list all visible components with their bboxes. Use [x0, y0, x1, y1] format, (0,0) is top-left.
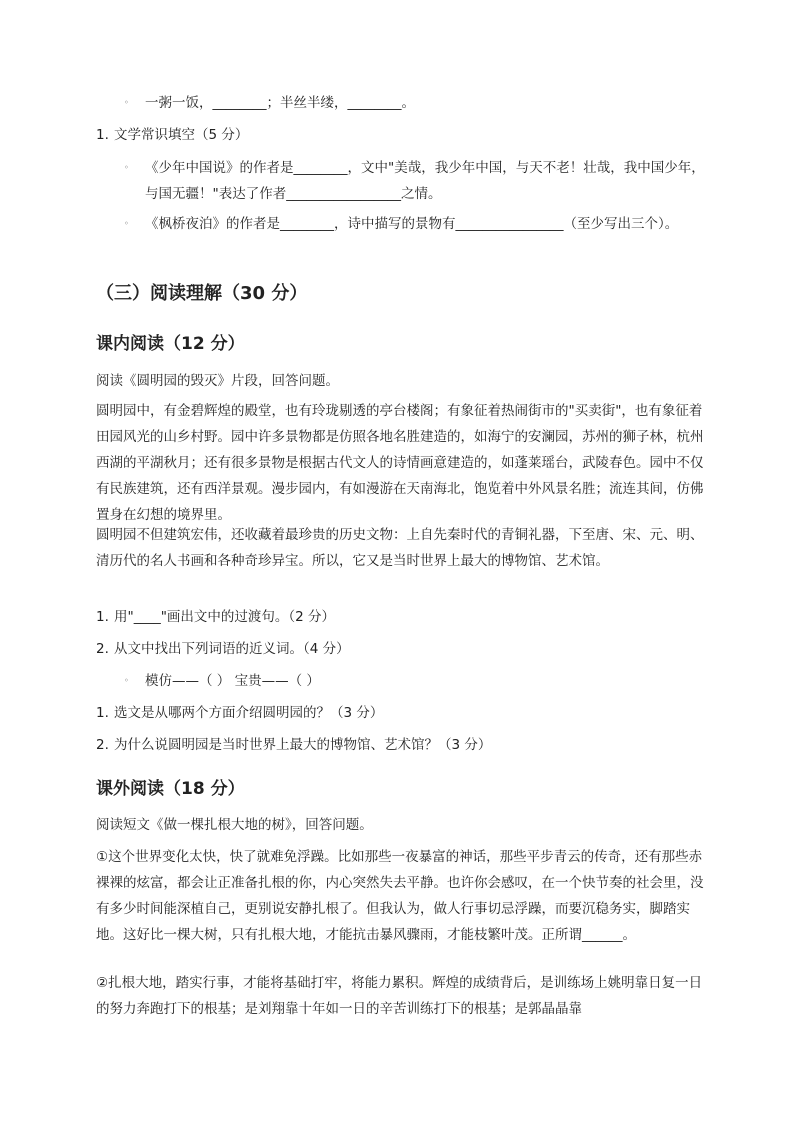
lit-knowledge-heading — [96, 122, 706, 148]
question-number: 2. — [96, 641, 109, 657]
question-number: 1. — [96, 609, 109, 625]
extra-passage-2: ②扎根大地，踏实行事，才能将基础打牢，将能力累积。辉煌的成绩背后，是训练场上姚明靠日复一日的努力奔跑打下的根基；是刘翔靠十年如一日的辛苦训练打下的根基；是郭晶晶靠 — [96, 975, 703, 1017]
question-text: 用"____"画出文中的过渡句。（2 分） — [114, 609, 336, 625]
question-number: 2. — [96, 737, 109, 753]
in-class-reading-heading: 课内阅读（12 分） — [96, 334, 245, 354]
lit-item-2: 《枫桥夜泊》的作者是________，诗中描写的景物有________________（至少写出三个）。 — [145, 216, 679, 232]
section-heading-reading: （三）阅读理解（30 分） — [96, 283, 308, 304]
list-bullet: ◦ — [124, 219, 129, 228]
fill-blank-question: 一粥一饭，________；半丝半缕，________。 — [145, 95, 415, 111]
extra-reading-heading: 课外阅读（18 分） — [96, 779, 245, 799]
extra-passage-1: ①这个世界变化太快，快了就难免浮躁。比如那些一夜暴富的神话，那些平步青云的传奇，还有那些赤裸裸的炫富，都会让正准备扎根的你，内心突然失去平静。也许你会感叹，在一个快节奏的社会里，没有多少时间能深植自己，更别说安静扎根了。但我认为，做人行事切忌浮躁，而要沉稳务实，脚踏实地。这好比一棵大树，只有扎根大地，才能抗击暴风骤雨，才能枝繁叶茂。正所谓______。 — [96, 849, 704, 943]
question-number: 1. — [96, 705, 109, 721]
lit-item-1: 《少年中国说》的作者是________，文中"美哉，我少年中国，与天不老！壮哉，我中国少年，与国无疆！"表达了作者_________________之情。 — [145, 160, 705, 202]
extra-intro: 阅读短文《做一棵扎根大地的树》，回答问题。 — [96, 817, 373, 833]
in-class-passage-1: 圆明园中，有金碧辉煌的殿堂，也有玲珑剔透的亭台楼阁；有象征着热闹街市的"买卖街"，也有象征着田园风光的山乡村野。园中许多景物都是仿照各地名胜建造的，如海宁的安澜园，苏州的狮子林，杭州西湖的平湖秋月；还有很多景物是根据古代文人的诗情画意建造的，如蓬莱瑶台，武陵春色。园中不仅有民族建筑，还有西洋景观。漫步园内，有如漫游在天南海北，饱览着中外风景名胜；流连其间，仿佛置身在幻想的境界里。 — [96, 403, 704, 523]
question-number: 1. — [96, 127, 109, 143]
in-class-intro: 阅读《圆明园的毁灭》片段，回答问题。 — [96, 373, 339, 389]
synonym-prompt: 模仿——（ ） 宝贵——（ ） — [145, 673, 320, 689]
question-text: 选文是从哪两个方面介绍圆明园的？（3 分） — [114, 705, 384, 721]
question-2 — [96, 636, 706, 662]
question-3 — [96, 700, 706, 726]
list-bullet: ◦ — [124, 163, 129, 172]
list-bullet: ◦ — [124, 676, 129, 685]
lit-knowledge-title: 文学常识填空（5 分） — [114, 127, 249, 143]
question-4 — [96, 732, 706, 758]
question-text: 从文中找出下列词语的近义词。（4 分） — [114, 641, 350, 657]
in-class-passage-2: 圆明园不但建筑宏伟，还收藏着最珍贵的历史文物：上自先秦时代的青铜礼器，下至唐、宋、元、明、清历代的名人书画和各种奇珍异宝。所以，它又是当时世界上最大的博物馆、艺术馆。 — [96, 527, 704, 569]
list-bullet: ◦ — [124, 98, 129, 107]
question-text: 为什么说圆明园是当时世界上最大的博物馆、艺术馆？（3 分） — [114, 737, 492, 753]
question-1 — [96, 604, 706, 630]
